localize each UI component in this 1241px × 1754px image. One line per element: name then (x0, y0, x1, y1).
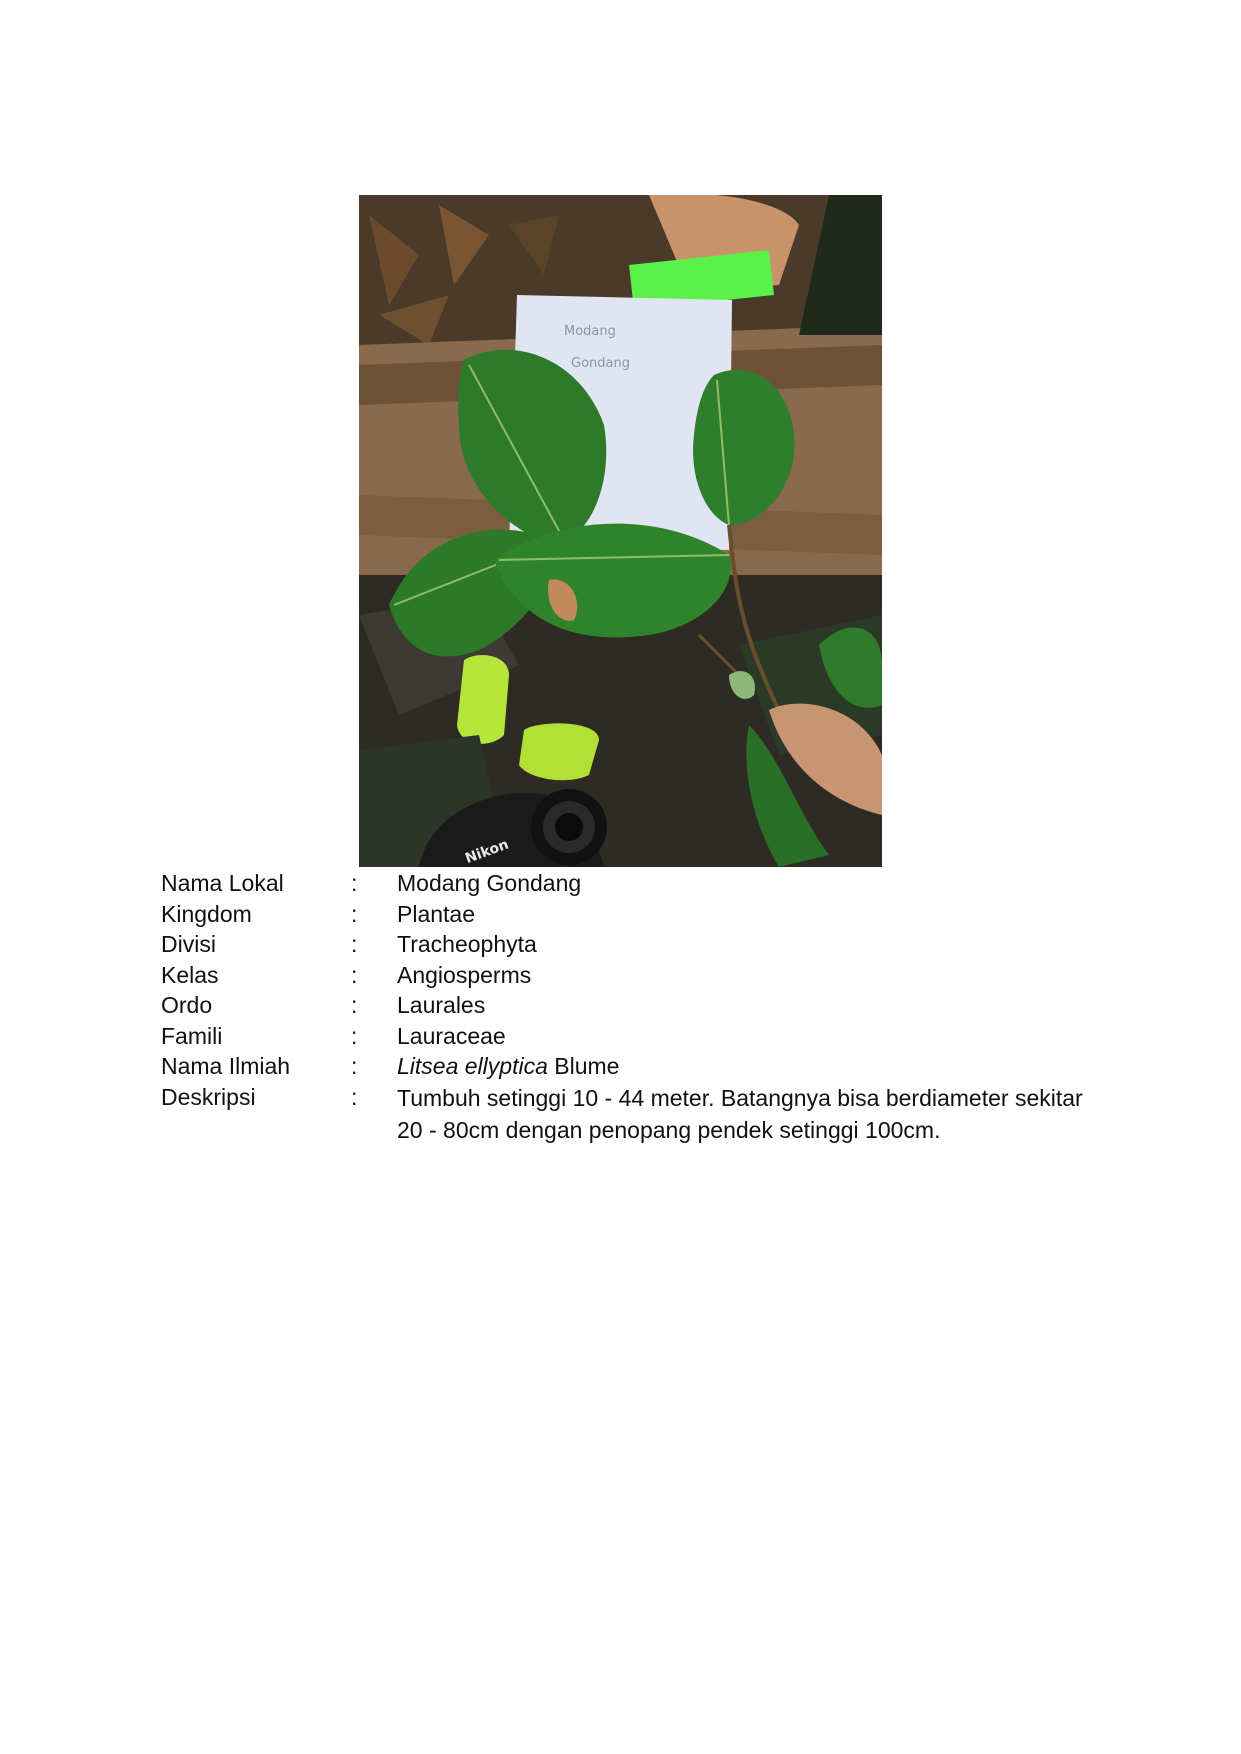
field-colon: : (351, 1022, 358, 1049)
field-value: Plantae (397, 900, 476, 927)
field-colon: : (351, 1083, 358, 1110)
paper-note-line2: Gondang (571, 356, 630, 371)
field-value: Tumbuh setinggi 10 - 44 meter. Batangnya bisa berdiameter sekitar 20 - 80cm dengan penopang pendek setinggi 100cm. (397, 1084, 1083, 1143)
field-colon: : (351, 900, 358, 927)
field-famili (161, 1021, 1101, 1052)
specimen-photo-illustration (359, 195, 882, 867)
paper-note-line1: Modang (564, 324, 616, 339)
field-value: Modang Gondang (397, 870, 582, 896)
field-ordo (161, 990, 1101, 1021)
field-colon: : (351, 870, 358, 896)
field-colon: : (351, 931, 358, 957)
field-colon: : (351, 992, 358, 1018)
field-colon: : (351, 1053, 358, 1079)
field-label: Famili (161, 1022, 223, 1049)
field-value: Lauraceae (397, 1022, 506, 1049)
scientific-name-author: Blume (547, 1053, 620, 1079)
field-label: Nama Lokal (161, 870, 284, 896)
field-label: Kingdom (161, 900, 252, 927)
field-value: Tracheophyta (397, 931, 537, 957)
field-kingdom (161, 899, 1101, 930)
specimen-photo (359, 195, 882, 867)
field-divisi (161, 929, 1101, 960)
field-label: Kelas (161, 961, 219, 988)
field-deskripsi (161, 1082, 1101, 1147)
field-value: Angiosperms (397, 961, 532, 988)
specimen-info-table (161, 868, 1101, 1147)
field-label: Deskripsi (161, 1083, 256, 1110)
camera-brand-label: Nikon (463, 836, 511, 867)
field-value (397, 1051, 1101, 1082)
scientific-name-italic: Litsea ellyptica (397, 1053, 548, 1079)
field-label: Nama Ilmiah (161, 1053, 291, 1079)
field-label: Ordo (161, 992, 213, 1018)
field-value: Laurales (397, 992, 486, 1018)
field-label: Divisi (161, 931, 216, 957)
field-colon: : (351, 961, 358, 988)
field-nama-ilmiah (161, 1051, 1101, 1082)
field-nama-lokal (161, 868, 1101, 899)
field-kelas (161, 960, 1101, 991)
